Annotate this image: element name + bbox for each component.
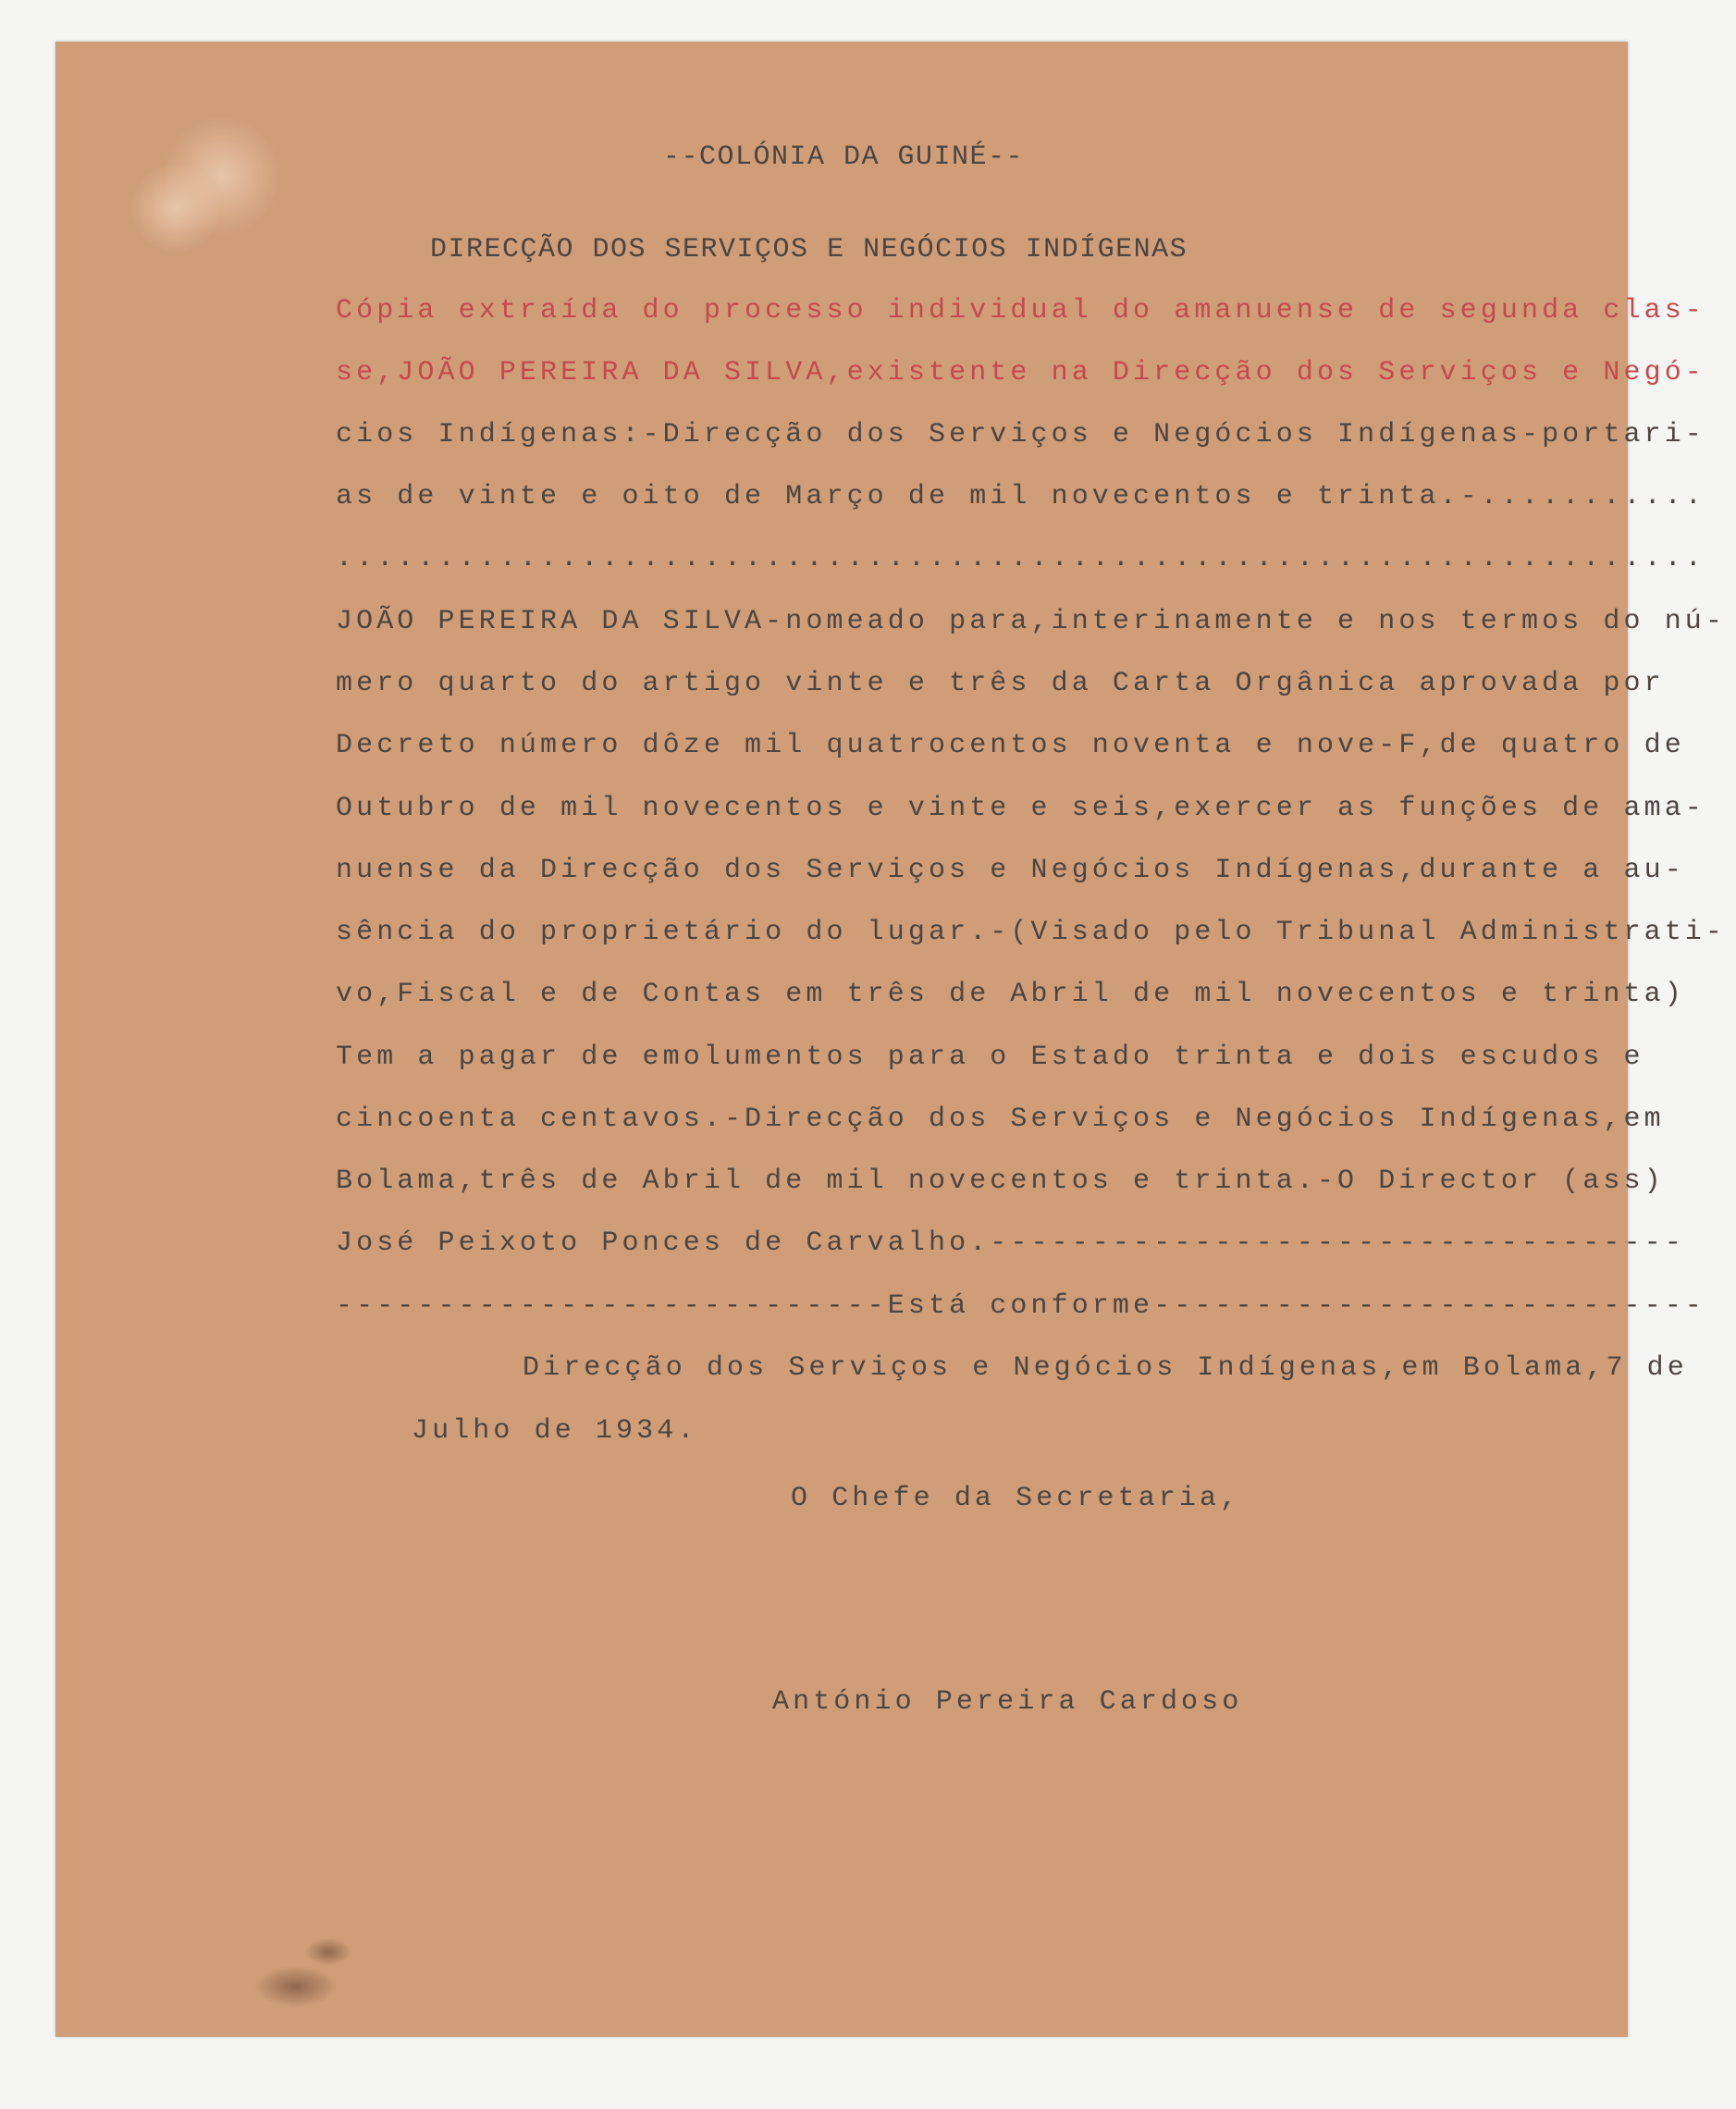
body-line: sência do proprietário do lugar.-(Visado pelo Tribunal Administrati-: [336, 917, 1726, 948]
intro-line: Cópia extraída do processo individual do amanuense de segunda clas-: [336, 295, 1705, 327]
body-line: Tem a pagar de emolumentos para o Estado trinta e dois escudos e: [336, 1042, 1644, 1073]
body-line: cincoenta centavos.-Direcção dos Serviços e Negócios Indígenas,em: [336, 1104, 1665, 1135]
intro-line: as de vinte e oito de Março de mil novecentos e trinta.-...........: [336, 481, 1705, 512]
closing-line: Direcção dos Serviços e Negócios Indígenas,em Bolama,7 de: [523, 1352, 1688, 1384]
document-title: --COLÓNIA DA GUINÉ--: [663, 142, 1025, 173]
body-line: Bolama,três de Abril de mil novecentos e trinta.-O Director (ass): [336, 1166, 1665, 1197]
ink-smudge: [305, 1938, 351, 1966]
dotted-separator: ...................................................................: [336, 543, 1705, 574]
body-line: Decreto número dôze mil quatrocentos noventa e nove-F,de quatro de: [336, 730, 1685, 761]
department-heading: DIRECÇÃO DOS SERVIÇOS E NEGÓCIOS INDÍGENAS: [430, 234, 1188, 265]
signature-title: O Chefe da Secretaria,: [791, 1483, 1241, 1514]
document-page: [55, 42, 1726, 2037]
intro-line: cios Indígenas:-Direcção dos Serviços e Negócios Indígenas-portari-: [336, 419, 1705, 450]
body-line: nuense da Direcção dos Serviços e Negócios Indígenas,durante a au-: [336, 855, 1685, 886]
body-line: JOÃO PEREIRA DA SILVA-nomeado para,interinamente e nos termos do nú-: [336, 606, 1726, 637]
body-line: Outubro de mil novecentos e vinte e seis,exercer as funções de ama-: [336, 793, 1705, 824]
body-line: mero quarto do artigo vinte e três da Carta Orgânica aprovada por: [336, 668, 1665, 699]
ink-smudge: [254, 1966, 338, 2007]
paper-stain: [129, 162, 222, 254]
intro-line: se,JOÃO PEREIRA DA SILVA,existente na Direcção dos Serviços e Negó-: [336, 357, 1705, 388]
closing-date: Julho de 1934.: [412, 1415, 698, 1447]
signature-name: António Pereira Cardoso: [772, 1686, 1243, 1718]
body-line: José Peixoto Ponces de Carvalho.----------------------------------: [336, 1227, 1685, 1259]
body-line: vo,Fiscal e de Contas em três de Abril de mil novecentos e trinta): [336, 979, 1685, 1010]
conforme-line: ---------------------------Está conforme---------------------------: [336, 1290, 1705, 1322]
